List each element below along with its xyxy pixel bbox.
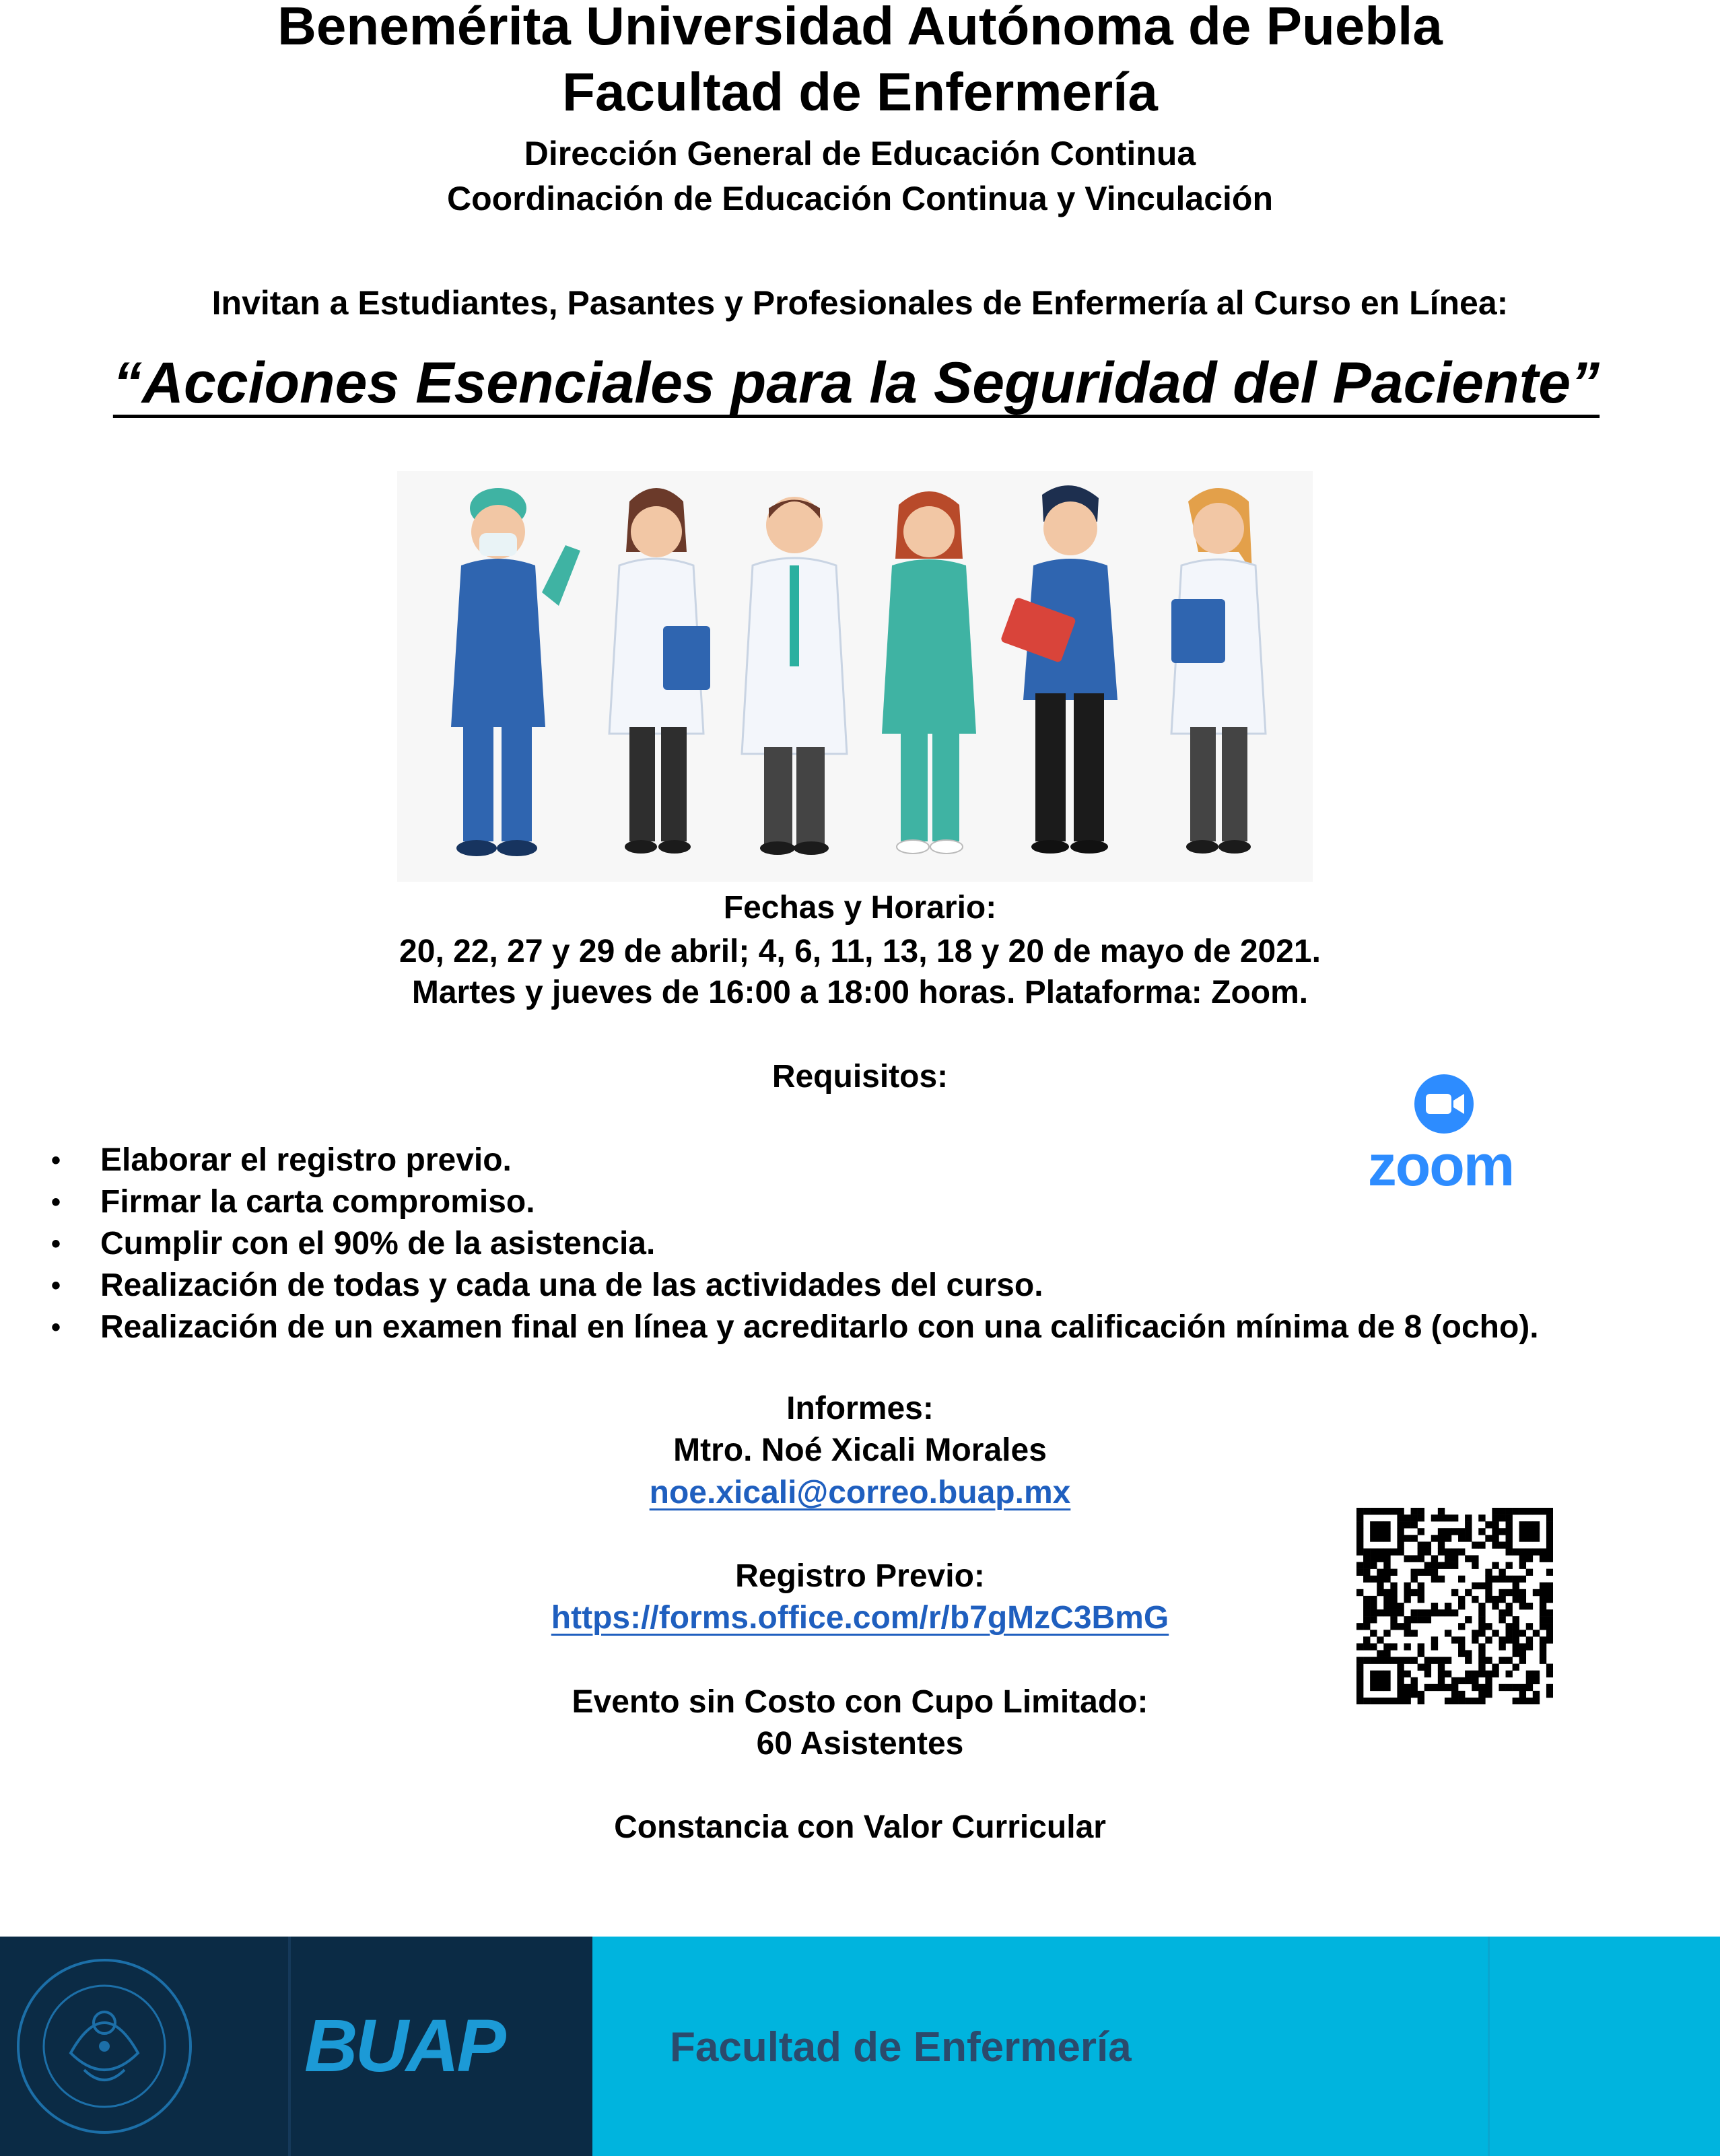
list-item: • Firmar la carta compromiso. [51,1184,535,1220]
contact-email-link[interactable]: noe.xicali@correo.buap.mx [649,1475,1071,1510]
contact-name: Mtro. Noé Xicali Morales [673,1432,1047,1468]
list-item: • Elaborar el registro previo. [51,1142,512,1178]
footer-faculty: Facultad de Enfermería [670,2024,1132,2071]
event-cost-heading: Evento sin Costo con Cupo Limitado: [572,1684,1148,1720]
registration-heading: Registro Previo: [735,1558,985,1594]
video-camera-icon [1360,1074,1521,1134]
coordination-name: Coordinación de Educación Continua y Vinculación [446,180,1273,217]
schedule-dates: 20, 22, 27 y 29 de abril; 4, 6, 11, 13, 18 y 20 de mayo de 2021. [399,934,1321,969]
university-seal-icon [10,1952,199,2141]
requirements-heading: Requisitos: [771,1059,949,1094]
list-item: • Cumplir con el 90% de la asistencia. [51,1226,656,1261]
course-title: “Acciones Esenciales para la Seguridad del Paciente” [112,351,1600,415]
buap-logo: BUAP [304,2005,504,2087]
direction-name: Dirección General de Educación Continua [524,135,1196,172]
registration-link[interactable]: https://forms.office.com/r/b7gMzC3BmG [551,1600,1169,1636]
zoom-wordmark: zoom [1367,1134,1514,1198]
university-name: Benemérita Universidad Autónoma de Puebla [277,0,1443,56]
event-certificate: Constancia con Valor Curricular [614,1809,1106,1845]
contact-heading: Informes: [786,1391,934,1426]
event-capacity: 60 Asistentes [756,1726,964,1762]
footer-divider [288,1937,291,2156]
requirements-list [51,1140,1539,1348]
zoom-logo [1360,1074,1521,1198]
schedule-hours: Martes y jueves de 16:00 a 18:00 horas. Plataforma: Zoom. [411,975,1309,1010]
list-item: • Realización de todas y cada una de las actividades del curso. [51,1267,1043,1303]
faculty-name: Facultad de Enfermería [562,62,1158,122]
healthcare-workers-illustration [397,471,1313,882]
invitation-text: Invitan a Estudiantes, Pasantes y Profesionales de Enfermería al Curso en Línea: [211,284,1509,322]
qr-code[interactable] [1356,1508,1553,1704]
list-item: • Realización de un examen final en línea y acreditarlo con una calificación mínima de 8 (ocho). [51,1309,1539,1345]
footer-light-divider [1488,1937,1490,2156]
schedule-heading: Fechas y Horario: [723,890,997,926]
